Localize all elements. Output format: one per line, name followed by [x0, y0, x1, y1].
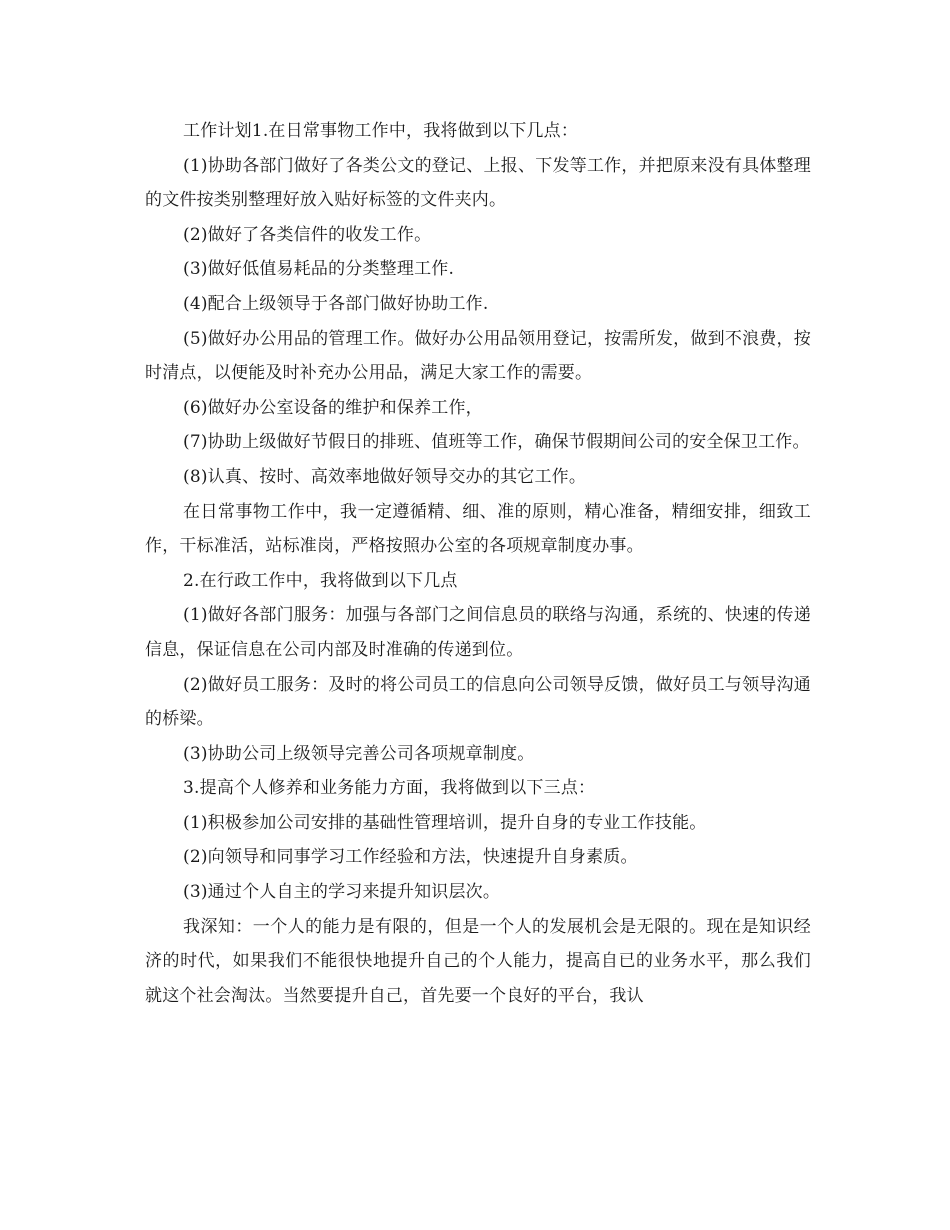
list-item-2-1: (1)做好各部门服务：加强与各部门之间信息员的联络与沟通，系统的、快速的传递信息，保证信息在公司内部及时准确的传递到位。	[145, 605, 811, 660]
list-item-1-4: (4)配合上级领导于各部门做好协助工作.	[183, 293, 489, 314]
list-item-1-3: (3)做好低值易耗品的分类整理工作.	[183, 259, 455, 280]
list-item-3-2: (2)向领导和同事学习工作经验和方法，快速提升自身素质。	[183, 847, 638, 868]
list-item-1-5: (5)做好办公用品的管理工作。做好办公用品领用登记，按需所发，做到不浪费，按时清点，以便能及时补充办公用品，满足大家工作的需要。	[145, 328, 811, 384]
list-item-1-6: (6)做好办公室设备的维护和保养工作，	[183, 397, 483, 418]
list-item-1-8: (8)认真、按时、高效率地做好领导交办的其它工作。	[183, 466, 587, 487]
section-3-heading: 3.提高个人修养和业务能力方面，我将做到以下三点：	[183, 778, 596, 799]
section-2-heading: 2.在行政工作中，我将做到以下几点	[183, 570, 458, 591]
work-plan-section-1-heading: 工作计划1.在日常事物工作中，我将做到以下几点：	[183, 121, 579, 141]
list-item-1-7: (7)协助上级做好节假日的排班、值班等工作，确保节假期间公司的安全保卫工作。	[183, 432, 810, 453]
section-1-summary: 在日常事物工作中，我一定遵循精、细、准的原则，精心准备，精细安排，细致工作，干标准活，站标准岗，严格按照办公室的各项规章制度办事。	[145, 501, 811, 557]
closing-paragraph: 我深知：一个人的能力是有限的，但是一个人的发展机会是无限的。现在是知识经济的时代，如果我们不能很快地提升自己的个人能力，提高自已的业务水平，那么我们就这个社会淘汰。当然要提升自己，首先要一个良好的平台，我认	[145, 916, 811, 1006]
list-item-1-2: (2)做好了各类信件的收发工作。	[183, 224, 432, 245]
list-item-2-2: (2)做好员工服务：及时的将公司员工的信息向公司领导反馈，做好员工与领导沟通的桥梁。	[145, 674, 811, 730]
list-item-2-3: (3)协助公司上级领导完善公司各项规章制度。	[183, 743, 535, 764]
list-item-3-1: (1)积极参加公司安排的基础性管理培训，提升自身的专业工作技能。	[183, 812, 707, 833]
list-item-3-3: (3)通过个人自主的学习来提升知识层次。	[183, 882, 501, 903]
list-item-1-1: (1)协助各部门做好了各类公文的登记、上报、下发等工作，并把原来没有具体整理的文件按类别整理好放入贴好标签的文件夹内。	[145, 155, 811, 211]
document-body	[145, 114, 811, 1013]
